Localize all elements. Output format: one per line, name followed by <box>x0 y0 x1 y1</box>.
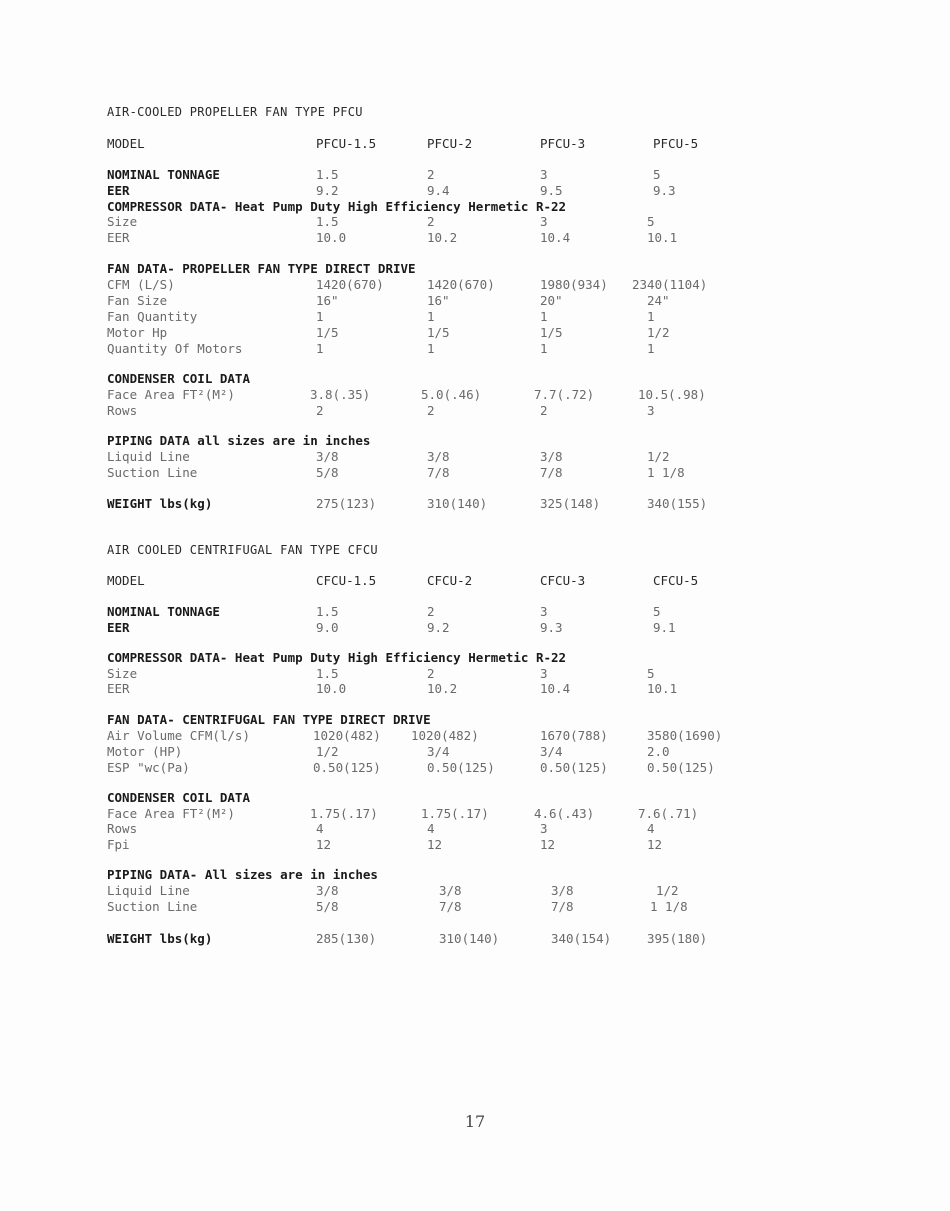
cell: 1/2 <box>316 744 339 759</box>
cfcu-piping-heading: PIPING DATA- All sizes are in inches <box>107 867 378 882</box>
cell: 1/5 <box>316 325 339 340</box>
cell: 4 <box>316 821 324 836</box>
cell: 4.6(.43) <box>534 806 595 821</box>
cell: 1 <box>427 309 435 324</box>
row-label: Face Area FT²(M²) <box>107 387 235 402</box>
row-label: EER <box>107 681 130 696</box>
cell: 10.0 <box>316 230 347 245</box>
row-label: WEIGHT lbs(kg) <box>107 496 213 511</box>
cell: 3/8 <box>427 449 450 464</box>
cell: 1.5 <box>316 604 339 619</box>
cell: 5/8 <box>316 899 339 914</box>
pfcu-fan-size-row <box>107 293 867 309</box>
cell: 1 <box>647 341 655 356</box>
cfcu-rows-row <box>107 821 867 837</box>
pfcu-face-area-row <box>107 387 867 403</box>
row-label: Fan Size <box>107 293 168 308</box>
cfcu-air-volume-row <box>107 728 867 744</box>
cell: 0.50(125) <box>647 760 715 775</box>
cell: 2 <box>316 403 324 418</box>
cell: PFCU-2 <box>427 136 473 151</box>
cell: 3/8 <box>540 449 563 464</box>
row-label: CFM (L/S) <box>107 277 175 292</box>
cell: 9.5 <box>540 183 563 198</box>
row-label: ESP "wc(Pa) <box>107 760 190 775</box>
cell: 16" <box>427 293 450 308</box>
cell: 1.75(.17) <box>310 806 378 821</box>
cfcu-esp-row <box>107 760 867 776</box>
cell: 9.1 <box>653 620 676 635</box>
cell: 3 <box>540 167 548 182</box>
pfcu-comp-size-row <box>107 214 867 230</box>
cell: 3/4 <box>427 744 450 759</box>
cell: 1/2 <box>647 325 670 340</box>
cell: 310(140) <box>427 496 488 511</box>
cell: 10.2 <box>427 230 458 245</box>
row-label: Fpi <box>107 837 130 852</box>
cell: 1 <box>540 309 548 324</box>
cell: 1980(934) <box>540 277 608 292</box>
pfcu-coil-heading: CONDENSER COIL DATA <box>107 371 250 386</box>
cell: 9.3 <box>540 620 563 635</box>
row-label: Suction Line <box>107 899 198 914</box>
cfcu-section-title: AIR COOLED CENTRIFUGAL FAN TYPE CFCU <box>107 543 378 557</box>
row-label: Quantity Of Motors <box>107 341 243 356</box>
row-label: Liquid Line <box>107 449 190 464</box>
cfcu-coil-heading: CONDENSER COIL DATA <box>107 790 250 805</box>
cell: PFCU-5 <box>653 136 699 151</box>
cell: 1/5 <box>540 325 563 340</box>
row-label: Motor Hp <box>107 325 168 340</box>
row-label: Fan Quantity <box>107 309 198 324</box>
cell: 12 <box>316 837 332 852</box>
cfcu-liquid-row <box>107 883 867 899</box>
cell: 7/8 <box>551 899 574 914</box>
cell: 5 <box>647 214 655 229</box>
cell: 9.3 <box>653 183 676 198</box>
cell: CFCU-1.5 <box>316 573 377 588</box>
cell: 2340(1104) <box>632 277 708 292</box>
cfcu-fan-heading: FAN DATA- CENTRIFUGAL FAN TYPE DIRECT DRIVE <box>107 712 431 727</box>
pfcu-piping-heading: PIPING DATA all sizes are in inches <box>107 433 371 448</box>
cell: 1 <box>316 309 324 324</box>
row-label: Face Area FT²(M²) <box>107 806 235 821</box>
cell: 1670(788) <box>540 728 608 743</box>
cell: 7.7(.72) <box>534 387 595 402</box>
cell: 1.5 <box>316 167 339 182</box>
cell: 10.0 <box>316 681 347 696</box>
row-label: MODEL <box>107 136 145 151</box>
row-label: EER <box>107 230 130 245</box>
cell: 1.5 <box>316 214 339 229</box>
cell: 3 <box>540 666 548 681</box>
cell: 1.75(.17) <box>421 806 489 821</box>
cell: 285(130) <box>316 931 377 946</box>
cell: 5/8 <box>316 465 339 480</box>
pfcu-model-row <box>107 136 867 152</box>
cell: 275(123) <box>316 496 377 511</box>
pfcu-cfm-row <box>107 277 867 293</box>
pfcu-fan-heading: FAN DATA- PROPELLER FAN TYPE DIRECT DRIVE <box>107 261 416 276</box>
pfcu-eer-row <box>107 183 867 199</box>
cell: 2 <box>540 403 548 418</box>
row-label: EER <box>107 620 130 635</box>
cfcu-model-row <box>107 573 867 589</box>
pfcu-fan-qty-row <box>107 309 867 325</box>
cell: 10.5(.98) <box>638 387 706 402</box>
cell: 1 1/8 <box>650 899 688 914</box>
cell: 24" <box>647 293 670 308</box>
cell: 9.2 <box>316 183 339 198</box>
cell: 9.2 <box>427 620 450 635</box>
row-label: Rows <box>107 403 138 418</box>
cell: 1020(482) <box>411 728 479 743</box>
cell: 1420(670) <box>316 277 384 292</box>
cell: 1/2 <box>647 449 670 464</box>
cell: 3/8 <box>439 883 462 898</box>
cell: 7.6(.71) <box>638 806 699 821</box>
cell: 10.2 <box>427 681 458 696</box>
cell: 3580(1690) <box>647 728 723 743</box>
cell: 2 <box>427 403 435 418</box>
row-label: Liquid Line <box>107 883 190 898</box>
pfcu-motor-hp-row <box>107 325 867 341</box>
cfcu-tonnage-row <box>107 604 867 620</box>
cell: 4 <box>647 821 655 836</box>
pfcu-comp-eer-row <box>107 230 867 246</box>
row-label: NOMINAL TONNAGE <box>107 604 220 619</box>
cell: 3 <box>540 821 548 836</box>
pfcu-motor-qty-row <box>107 341 867 357</box>
cell: 1 <box>647 309 655 324</box>
cell: 20" <box>540 293 563 308</box>
cell: 1 <box>427 341 435 356</box>
cell: 1/2 <box>656 883 679 898</box>
cell: 5.0(.46) <box>421 387 482 402</box>
cell: 340(154) <box>551 931 612 946</box>
cfcu-fpi-row <box>107 837 867 853</box>
row-label: Size <box>107 666 138 681</box>
cell: 1 1/8 <box>647 465 685 480</box>
cell: 3/4 <box>540 744 563 759</box>
cell: 0.50(125) <box>313 760 381 775</box>
cfcu-weight-row <box>107 931 867 947</box>
cell: 1 <box>316 341 324 356</box>
cell: 5 <box>653 604 661 619</box>
cell: 12 <box>647 837 663 852</box>
cell: 3 <box>540 214 548 229</box>
cell: 3 <box>540 604 548 619</box>
cell: 7/8 <box>427 465 450 480</box>
cell: 395(180) <box>647 931 708 946</box>
row-label: Size <box>107 214 138 229</box>
pfcu-rows-row <box>107 403 867 419</box>
cell: CFCU-5 <box>653 573 699 588</box>
row-label: WEIGHT lbs(kg) <box>107 931 213 946</box>
cell: CFCU-3 <box>540 573 586 588</box>
cell: 4 <box>427 821 435 836</box>
cell: 10.4 <box>540 681 571 696</box>
cell: CFCU-2 <box>427 573 473 588</box>
cell: 0.50(125) <box>427 760 495 775</box>
row-label: Suction Line <box>107 465 198 480</box>
cell: 2.0 <box>647 744 670 759</box>
cfcu-comp-size-row <box>107 666 867 682</box>
cell: 10.4 <box>540 230 571 245</box>
page-number: 17 <box>464 1112 486 1131</box>
cell: 12 <box>427 837 443 852</box>
cfcu-motor-row <box>107 744 867 760</box>
cfcu-eer-row <box>107 620 867 636</box>
cell: 10.1 <box>647 230 678 245</box>
cell: 5 <box>653 167 661 182</box>
cell: 7/8 <box>439 899 462 914</box>
cell: 1020(482) <box>313 728 381 743</box>
cell: 2 <box>427 604 435 619</box>
cell: 5 <box>647 666 655 681</box>
cell: 3/8 <box>551 883 574 898</box>
cell: 310(140) <box>439 931 500 946</box>
cell: 16" <box>316 293 339 308</box>
cell: 10.1 <box>647 681 678 696</box>
cell: PFCU-3 <box>540 136 586 151</box>
cell: 9.0 <box>316 620 339 635</box>
cell: 3 <box>647 403 655 418</box>
cfcu-comp-eer-row <box>107 681 867 697</box>
row-label: Air Volume CFM(l/s) <box>107 728 250 743</box>
cell: 2 <box>427 666 435 681</box>
cell: 12 <box>540 837 556 852</box>
pfcu-section-title: AIR-COOLED PROPELLER FAN TYPE PFCU <box>107 105 363 119</box>
pfcu-compressor-heading: COMPRESSOR DATA- Heat Pump Duty High Efficiency Hermetic R-22 <box>107 199 567 214</box>
cfcu-face-area-row <box>107 806 867 822</box>
cfcu-suction-row <box>107 899 867 915</box>
cell: 1 <box>540 341 548 356</box>
cell: 3/8 <box>316 449 339 464</box>
cell: PFCU-1.5 <box>316 136 377 151</box>
cell: 340(155) <box>647 496 708 511</box>
cell: 7/8 <box>540 465 563 480</box>
pfcu-weight-row <box>107 496 867 512</box>
cell: 1420(670) <box>427 277 495 292</box>
cell: 1.5 <box>316 666 339 681</box>
row-label: NOMINAL TONNAGE <box>107 167 220 182</box>
cell: 2 <box>427 167 435 182</box>
pfcu-tonnage-row <box>107 167 867 183</box>
cell: 325(148) <box>540 496 601 511</box>
cell: 1/5 <box>427 325 450 340</box>
pfcu-liquid-row <box>107 449 867 465</box>
cell: 3.8(.35) <box>310 387 371 402</box>
cell: 0.50(125) <box>540 760 608 775</box>
pfcu-suction-row <box>107 465 867 481</box>
row-label: Motor (HP) <box>107 744 183 759</box>
cell: 9.4 <box>427 183 450 198</box>
row-label: MODEL <box>107 573 145 588</box>
cell: 2 <box>427 214 435 229</box>
row-label: EER <box>107 183 130 198</box>
cell: 3/8 <box>316 883 339 898</box>
cfcu-compressor-heading: COMPRESSOR DATA- Heat Pump Duty High Efficiency Hermetic R-22 <box>107 650 567 665</box>
row-label: Rows <box>107 821 138 836</box>
